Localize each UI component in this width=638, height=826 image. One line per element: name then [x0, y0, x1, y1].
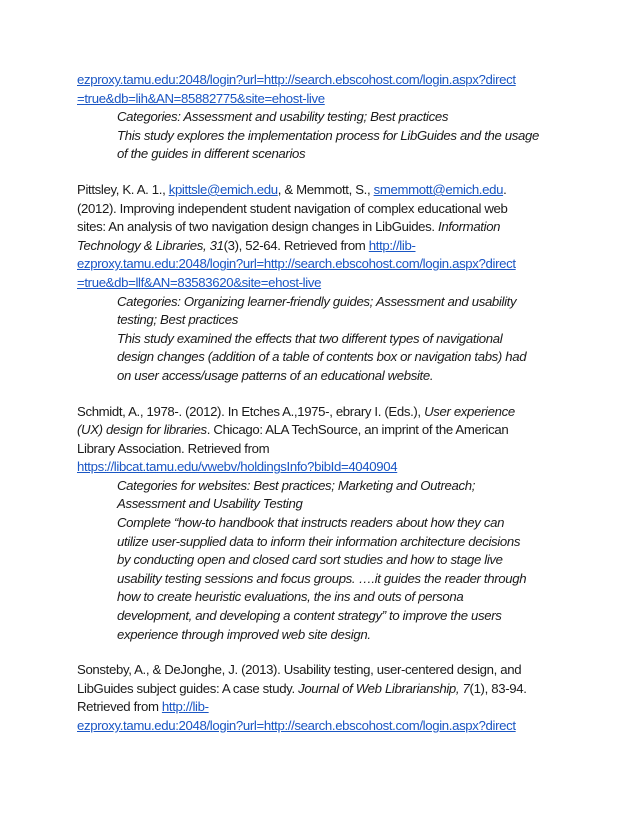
journal-title: Information [438, 219, 501, 235]
ebsco-link[interactable]: ezproxy.tamu.edu:2048/login?url=http://search.ebscohost.com/login.aspx?direct [77, 256, 516, 272]
reference-entry-pittsley [77, 181, 567, 386]
annotation-text: design changes (addition of a table of contents box or navigation tabs) had [117, 349, 527, 365]
categories-text: Assessment and Usability Testing [117, 496, 303, 512]
book-title: User experience [424, 403, 515, 419]
citation-text: (2012). Improving independent student navigation of complex educational web [77, 200, 508, 216]
citation-text: sites: An analysis of two navigation design changes in LibGuides. [77, 219, 439, 235]
ebsco-link[interactable]: ezproxy.tamu.edu:2048/login?url=http://search.ebscohost.com/login.aspx?direct [77, 718, 516, 733]
ebsco-link[interactable]: ezproxy.tamu.edu:2048/login?url=http://search.ebscohost.com/login.aspx?direct [77, 72, 516, 87]
reference-entry-continued [77, 71, 567, 164]
citation-text: LibGuides subject guides: A case study. [77, 680, 299, 696]
lib-link[interactable]: http://lib- [368, 237, 416, 253]
journal-title: Journal of Web Librarianship, 7 [298, 680, 470, 696]
document-page [77, 71, 567, 736]
categories-text: testing; Best practices [117, 312, 238, 328]
annotation-text: by conducting open and closed card sort studies and how to stage live [117, 552, 503, 568]
annotation-text: on user access/usage patterns of an educational website. [117, 367, 434, 383]
categories-text: Categories for websites: Best practices; Marketing and Outreach; [117, 477, 476, 493]
citation-text: Pittsley, K. A. 1., [77, 181, 169, 197]
email-link-kpittsle[interactable]: kpittsle@emich.edu [168, 181, 278, 197]
citation-text: . [503, 181, 507, 197]
annotation-text: Complete “how-to handbook that instructs readers about how they can [117, 515, 505, 531]
journal-title: Technology & Libraries, 31 [77, 237, 224, 253]
citation-text: , & Memmott, S., [277, 181, 374, 197]
annotation-text: usability testing sessions and focus groups. ….it guides the reader through [117, 570, 527, 586]
reference-entry-sonsteby [77, 661, 567, 735]
citation-text: Sonsteby, A., & DeJonghe, J. (2013). Usability testing, user-centered design, and [77, 662, 522, 678]
email-link-smemmott[interactable]: smemmott@emich.edu [373, 181, 504, 197]
libcat-link[interactable]: https://libcat.tamu.edu/vwebv/holdingsInfo?bibId=4040904 [77, 459, 398, 475]
annotation-text: how to create heuristic evaluations, the ins and outs of persona [117, 589, 464, 605]
citation-text: (3), 52-64. Retrieved from [223, 237, 369, 253]
annotation-text: utilize user-supplied data to inform their information architecture decisions [117, 533, 521, 549]
annotation-text: experience through improved web site design. [117, 626, 371, 642]
book-title: (UX) design for libraries [77, 422, 207, 438]
lib-link[interactable]: http://lib- [161, 699, 209, 715]
categories-text: Categories: Assessment and usability testing; Best practices [117, 109, 449, 125]
citation-text: (1), 83-94. [469, 680, 527, 696]
citation-text: Library Association. Retrieved from [77, 440, 270, 456]
ebsco-link-continued[interactable]: =true&db=llf&AN=83583620&site=ehost-live [77, 274, 322, 290]
citation-text: Retrieved from [77, 699, 162, 715]
annotation-text: This study examined the effects that two different types of navigational [117, 330, 503, 346]
reference-entry-schmidt [77, 403, 567, 645]
ebsco-link-continued[interactable]: =true&db=lih&AN=85882775&site=ehost-live [77, 90, 325, 106]
citation-text: Schmidt, A., 1978-. (2012). In Etches A.,1975-, ebrary I. (Eds.), [77, 403, 425, 419]
annotation-text: of the guides in different scenarios [117, 146, 306, 162]
annotation-text: This study explores the implementation process for LibGuides and the usage [117, 127, 539, 143]
categories-text: Categories: Organizing learner-friendly guides; Assessment and usability [117, 293, 517, 309]
annotation-text: development, and developing a content strategy” to improve the users [117, 608, 502, 624]
citation-text: . Chicago: ALA TechSource, an imprint of the American [206, 422, 509, 438]
